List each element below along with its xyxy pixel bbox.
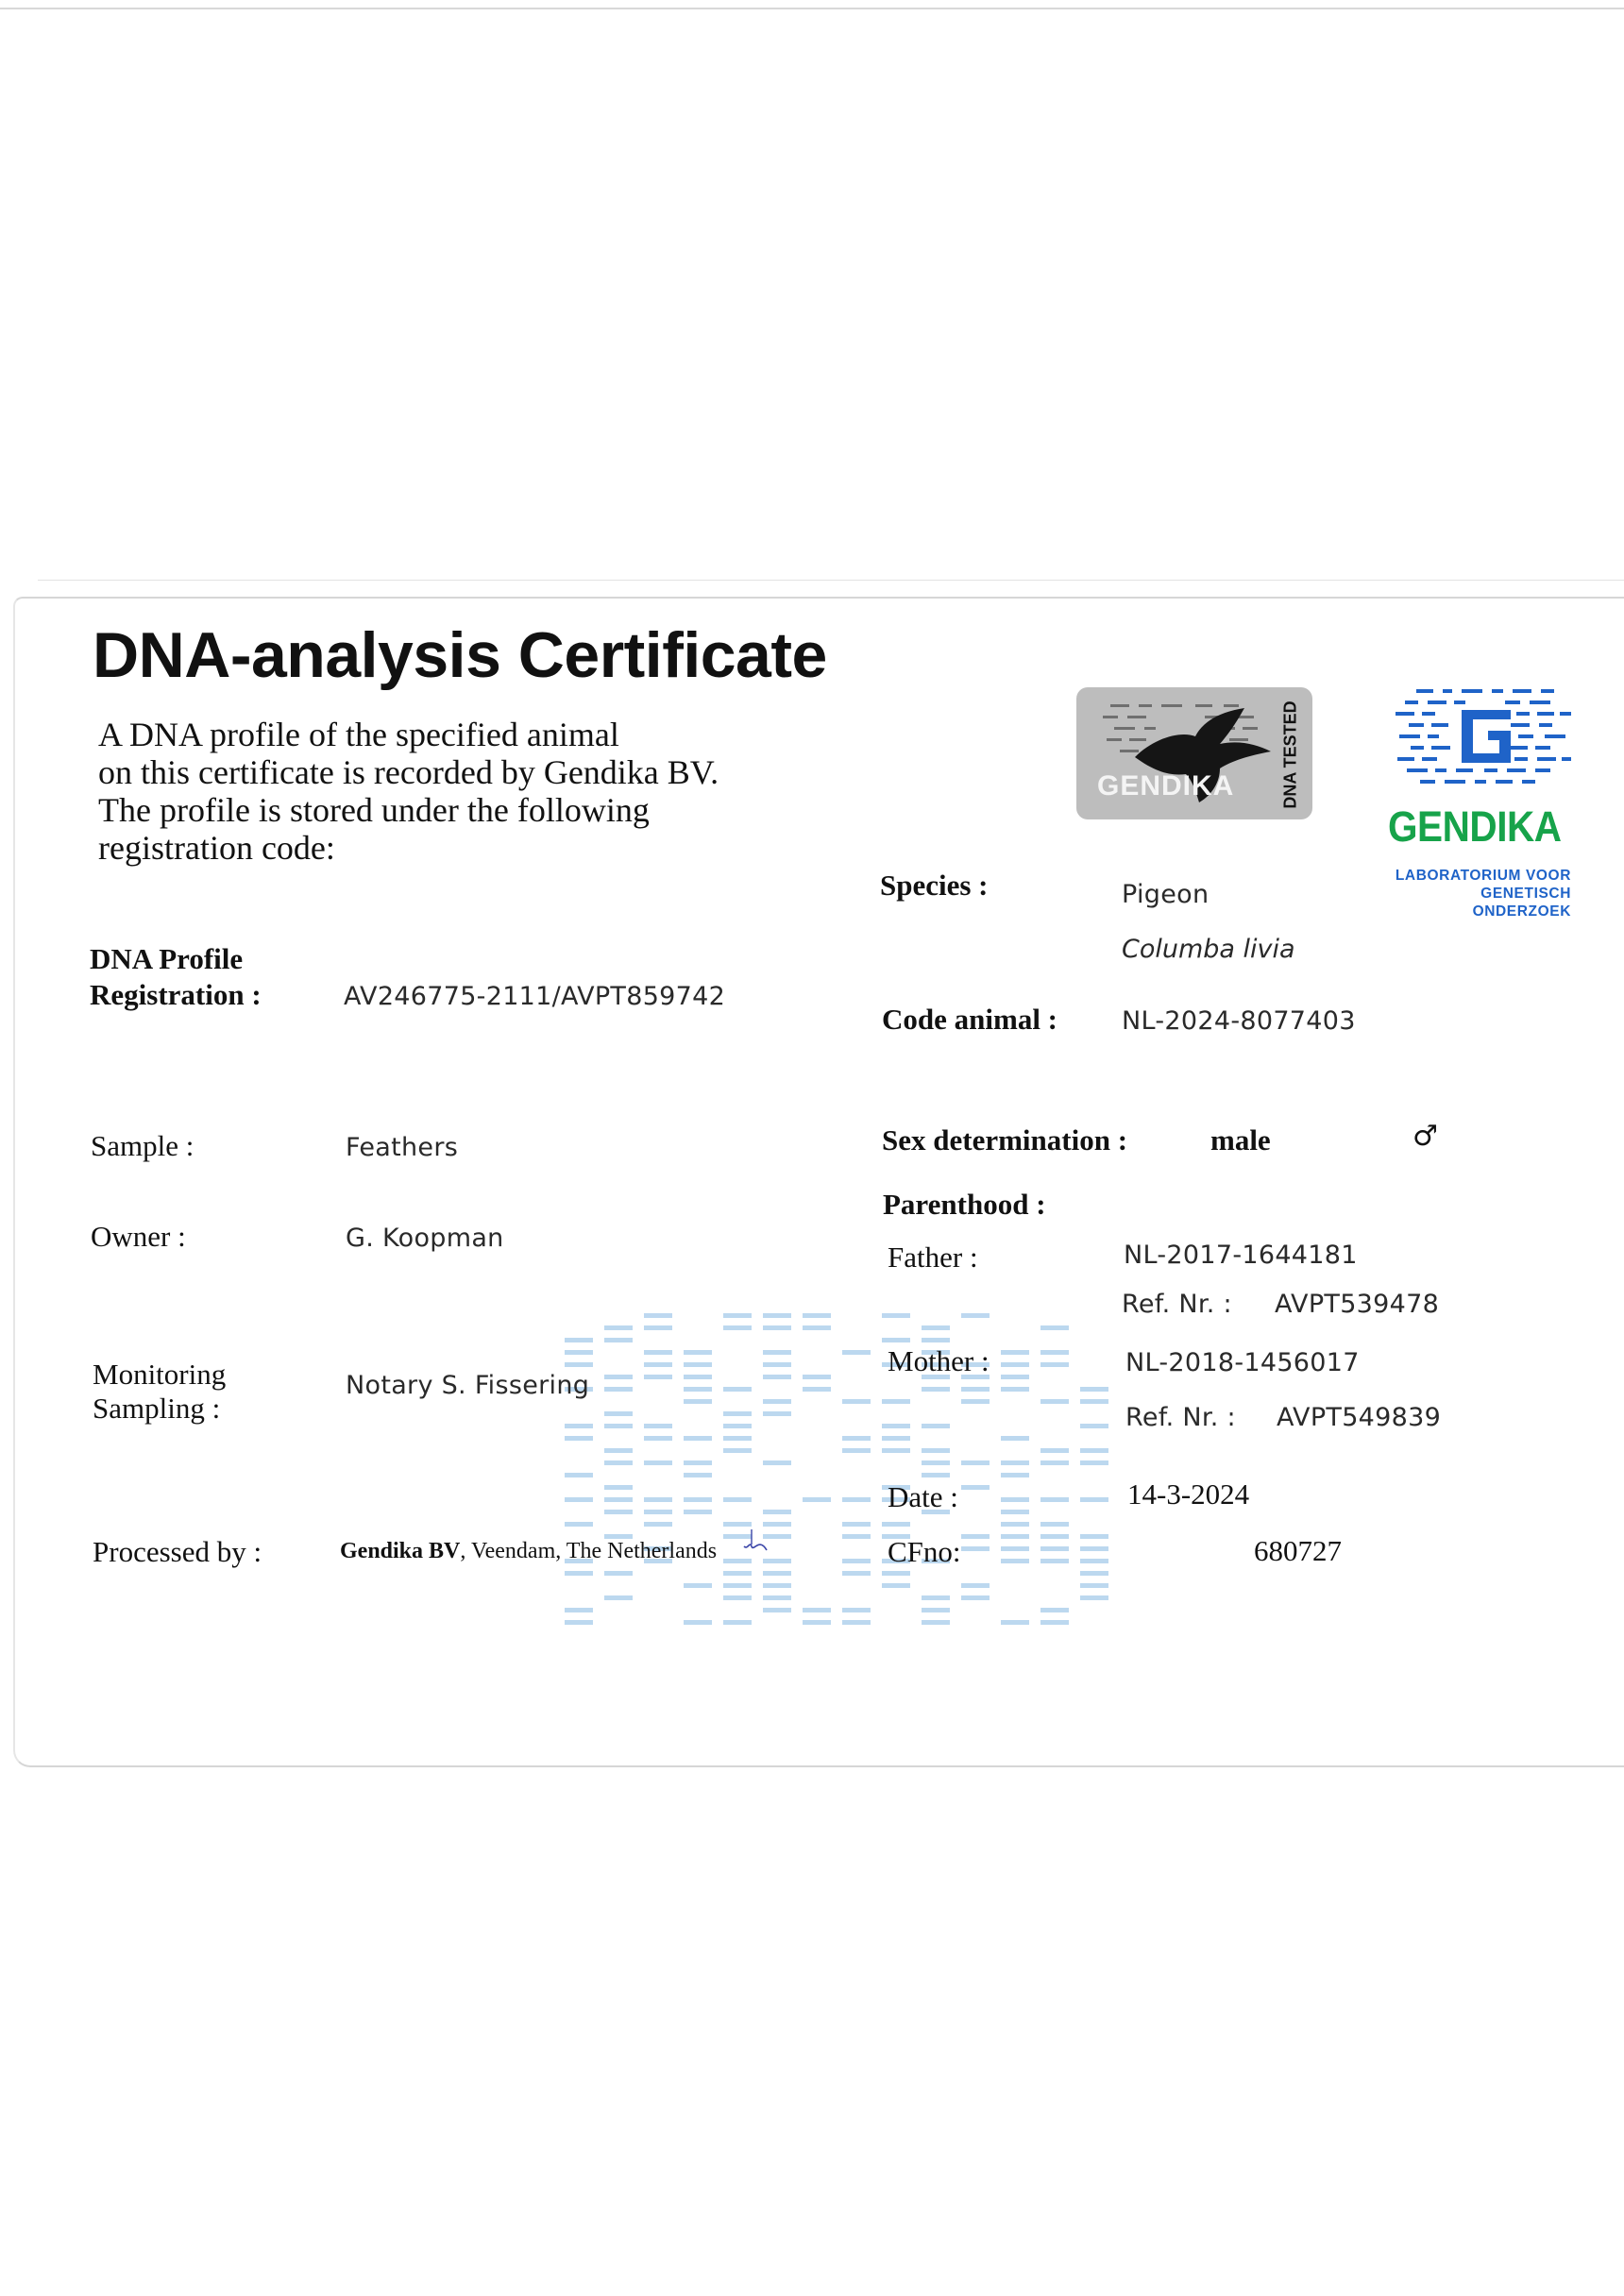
monitoring-label-line1: Monitoring [93,1358,227,1391]
intro-line: A DNA profile of the specified animal [98,716,619,753]
date-value: 14-3-2024 [1127,1477,1250,1511]
dna-band-watermark [557,1308,1161,1666]
monitoring-value: Notary S. Fissering [346,1371,590,1400]
sample-label: Sample : [91,1129,195,1162]
father-value: NL-2017-1644181 [1124,1241,1358,1270]
father-ref-label: Ref. Nr. : [1122,1290,1232,1319]
date-label: Date : [888,1480,958,1513]
logo-subtitle-line: GENETISCH ONDERZOEK [1472,886,1571,920]
gendika-logo-name: GENDIKA [1388,802,1562,851]
owner-value: G. Koopman [346,1224,504,1253]
sample-value: Feathers [346,1133,459,1162]
mother-value: NL-2018-1456017 [1125,1348,1360,1377]
card-edge-rule [38,580,1624,581]
mother-ref-value: AVPT549839 [1277,1403,1442,1432]
code-animal-value: NL-2024-8077403 [1122,1006,1356,1036]
seal-dna-tested-text: DNA TESTED [1280,700,1300,809]
sex-value: male [1210,1123,1271,1156]
parenthood-label: Parenthood : [883,1188,1046,1221]
logo-subtitle-line: LABORATORIUM VOOR [1395,868,1571,884]
scan-top-rule [0,8,1624,9]
father-label: Father : [888,1241,978,1274]
cfno-value: 680727 [1254,1534,1342,1567]
intro-line: The profile is stored under the following [98,791,650,829]
registration-label-line2: Registration : [90,978,262,1011]
certificate-title: DNA-analysis Certificate [93,619,827,691]
mother-label: Mother : [888,1344,990,1377]
code-animal-label: Code animal : [882,1003,1057,1036]
intro-line: registration code: [98,829,335,867]
dna-tested-seal [1076,687,1312,819]
species-common-value: Pigeon [1122,880,1210,909]
sex-label: Sex determination : [882,1123,1128,1156]
male-symbol-icon: ♂ [1413,1120,1438,1153]
intro-line: on this certificate is recorded by Gendika BV. [98,753,719,791]
gendika-logo-subtitle [1392,867,1571,920]
processed-location: , Veendam, The Netherlands [460,1539,718,1563]
seal-gendika-text: GENDIKA [1097,770,1235,802]
species-label: Species : [880,869,989,902]
species-latin-value: Columba livia [1122,935,1295,964]
registration-label-line1: DNA Profile [90,942,244,975]
cfno-label: CFno: [888,1535,961,1568]
intro-paragraph [98,716,719,867]
gendika-logo-mark-icon [1394,687,1575,801]
seal-side-label [1277,700,1305,809]
mother-ref-label: Ref. Nr. : [1125,1403,1236,1432]
monitoring-label-line2: Sampling : [93,1392,221,1425]
processed-value [340,1539,717,1564]
owner-label: Owner : [91,1220,186,1253]
processed-company: Gendika BV [340,1539,461,1563]
registration-value: AV246775-2111/AVPT859742 [344,982,726,1011]
father-ref-value: AVPT539478 [1275,1290,1440,1319]
processed-label: Processed by : [93,1535,262,1568]
pen-mark-icon [742,1528,770,1556]
